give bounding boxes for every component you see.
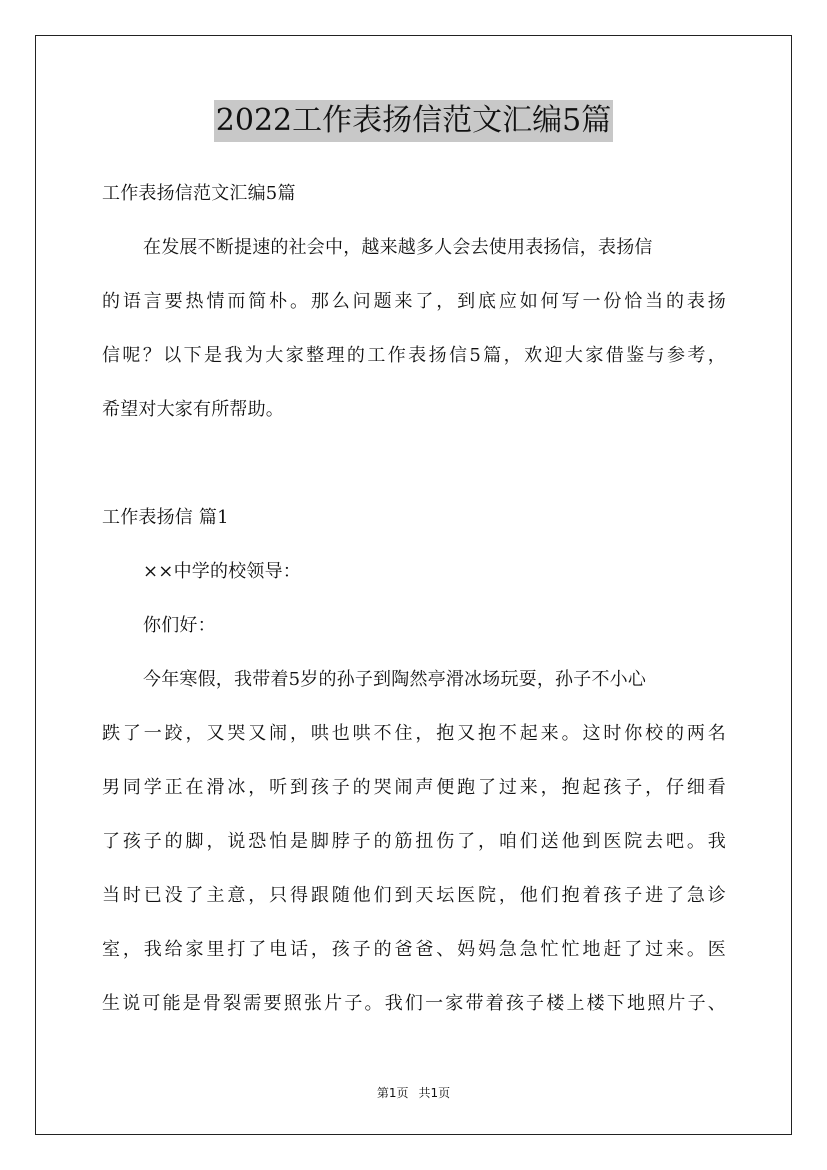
body-line-5: 当时已没了主意，只得跟随他们到天坛医院，他们抱着孩子进了急诊 — [102, 885, 726, 906]
greeting: 你们好： — [143, 615, 216, 636]
intro-line-2: 的语言要热情而简朴。那么问题来了，到底应如何写一份恰当的表扬 — [102, 291, 726, 312]
body-line-7: 生说可能是骨裂需要照张片子。我们一家带着孩子楼上楼下地照片子、 — [102, 993, 726, 1014]
intro-line-3: 信呢？以下是我为大家整理的工作表扬信5篇，欢迎大家借鉴与参考， — [102, 345, 726, 366]
intro-line-4: 希望对大家有所帮助。 — [102, 399, 284, 420]
intro-line-1: 在发展不断提速的社会中，越来越多人会去使用表扬信，表扬信 — [143, 237, 653, 258]
total-pages: 共1页 — [418, 1086, 451, 1100]
body-line-6: 室，我给家里打了电话，孩子的爸爸、妈妈急急忙忙地赶了过来。医 — [102, 939, 726, 960]
title-container — [0, 100, 827, 142]
body-line-2: 跌了一跤，又哭又闹，哄也哄不住，抱又抱不起来。这时你校的两名 — [102, 723, 726, 744]
body-line-3: 男同学正在滑冰，听到孩子的哭闹声便跑了过来，抱起孩子，仔细看 — [102, 777, 726, 798]
page-footer — [0, 1084, 827, 1101]
section-heading: 工作表扬信 篇1 — [102, 507, 229, 528]
salutation: ××中学的校领导： — [143, 561, 301, 582]
body-line-1: 今年寒假，我带着5岁的孙子到陶然亭滑冰场玩耍，孙子不小心 — [143, 669, 647, 690]
document-title: 2022工作表扬信范文汇编5篇 — [214, 100, 613, 142]
page-number: 第1页 — [376, 1086, 409, 1100]
body-line-4: 了孩子的脚，说恐怕是脚脖子的筋扭伤了，咱们送他到医院去吧。我 — [102, 831, 726, 852]
document-subtitle: 工作表扬信范文汇编5篇 — [102, 183, 296, 204]
